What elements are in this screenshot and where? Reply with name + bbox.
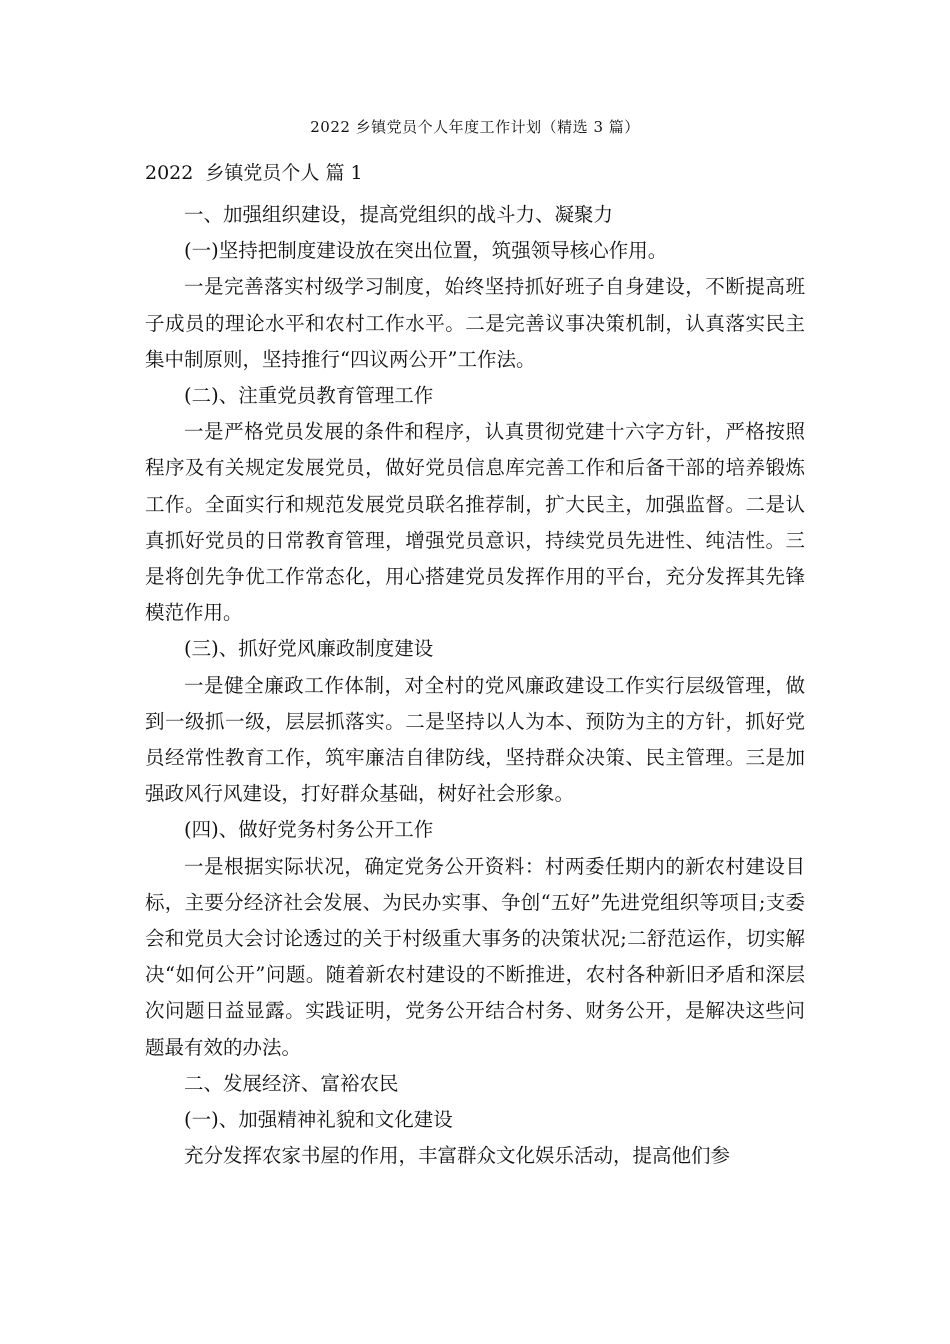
heading-org-building: 一、加强组织建设，提高党组织的战斗力、凝聚力 <box>184 203 614 226</box>
paragraph-member-development: 一是严格党员发展的条件和程序，认真贯彻党建十六字方针，严格按照程序及有关规定发展党员，做好党员信息库完善工作和后备干部的培养锻炼工作。全面实行和规范发展党员联名推荐制，扩大民主，加强监督。二是认真抓好党员的日常教育管理，增强党员意识，持续党员先进性、纯洁性。三是将创先争优工作常态化，用心搭建党员发挥作用的平台，充分发挥其先锋模范作用。 <box>145 420 805 625</box>
heading-economic-development: 二、发展经济、富裕农民 <box>184 1071 399 1095</box>
subheading-culture-building: (一)、加强精神礼貌和文化建设 <box>184 1108 453 1132</box>
subheading-system-building: (一)坚持把制度建设放在突出位置，筑强领导核心作用。 <box>184 239 668 263</box>
paragraph-disclosure-work: 一是根据实际状况，确定党务公开资料：村两委任期内的新农村建设目标，主要分经济社会发展、为民办实事、争创“五好”先进党组织等项目;支委会和党员大会讨论透过的关于村级重大事务的决策状况;二舒范运作，切实解决“如何公开”问题。随着新农村建设的不断推进，农村各种新旧矛盾和深层次问题日益显露。实践证明，党务公开结合村务、财务公开，是解决这些问题最有效的办法。 <box>145 854 805 1059</box>
subheading-integrity-system: (三)、抓好党风廉政制度建设 <box>184 637 434 661</box>
document-title: 2022 乡镇党员个人年度工作计划（精选 3 篇） <box>310 118 640 136</box>
subheading-affairs-disclosure: (四)、做好党务村务公开工作 <box>184 818 434 842</box>
paragraph-study-system: 一是完善落实村级学习制度，始终坚持抓好班子自身建设，不断提高班子成员的理论水平和农村工作水平。二是完善议事决策机制，认真落实民主集中制原则，坚持推行“四议两公开”工作法。 <box>145 275 805 371</box>
section-heading: 2022 乡镇党员个人 篇 1 <box>145 162 363 184</box>
paragraph-culture-work: 充分发挥农家书屋的作用，丰富群众文化娱乐活动，提高他们参 <box>184 1144 731 1168</box>
subheading-member-education: (二)、注重党员教育管理工作 <box>184 384 434 408</box>
document-body <box>145 197 805 1174</box>
paragraph-integrity-work: 一是健全廉政工作体制，对全村的党风廉政建设工作实行层级管理，做到一级抓一级，层层抓落实。二是坚持以人为本、预防为主的方针，抓好党员经常性教育工作，筑牢廉洁自律防线，坚持群众决策、民主管理。三是加强政风行风建设，打好群众基础，树好社会形象。 <box>145 673 805 806</box>
